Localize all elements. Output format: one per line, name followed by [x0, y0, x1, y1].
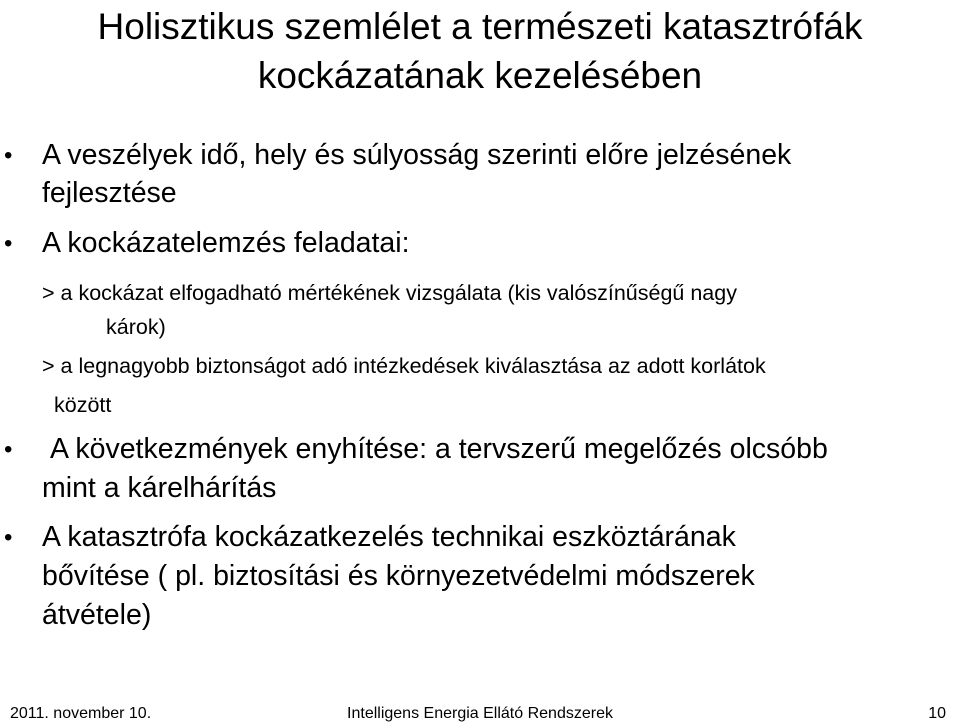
bullet-3-line2: mint a kárelhárítás	[42, 472, 277, 504]
bullet-1-line2: fejlesztése	[42, 177, 177, 209]
slide-title	[0, 2, 960, 100]
bullet-1-marker: •	[4, 142, 13, 169]
bullet-4-line1: A katasztrófa kockázatkezelés technikai eszköztárának	[42, 521, 736, 553]
bullet-2-marker: •	[4, 230, 13, 257]
sub-item-1-line1: > a kockázat elfogadható mértékének vizsgálata (kis valószínűségű nagy	[42, 281, 737, 305]
bullet-3-marker: •	[4, 436, 13, 463]
bullet-1-line1: A veszélyek idő, hely és súlyosság szerinti előre jelzésének	[42, 139, 792, 171]
footer-center-text: Intelligens Energia Ellátó Rendszerek	[347, 705, 613, 722]
bullet-4-line2: bővítése ( pl. biztosítási és környezetvédelmi módszerek	[42, 560, 755, 592]
bullet-2-text: A kockázatelemzés feladatai:	[42, 227, 410, 259]
sub-item-2-line2: között	[54, 393, 112, 417]
sub-item-2-line1: > a legnagyobb biztonságot adó intézkedések kiválasztása az adott korlátok	[42, 354, 766, 378]
bullet-3-line1: A következmények enyhítése: a tervszerű megelőzés olcsóbb	[50, 433, 828, 465]
footer-page-number: 10	[928, 705, 946, 722]
slide-footer	[0, 700, 960, 728]
slide-title-line1: Holisztikus szemlélet a természeti katasztrófák	[97, 6, 863, 47]
footer-date: 2011. november 10.	[10, 705, 152, 722]
bullet-4-marker: •	[4, 524, 13, 551]
bullet-4-line3: átvétele)	[42, 599, 152, 631]
sub-item-1-line2: károk)	[106, 315, 166, 339]
slide-title-line2: kockázatának kezelésében	[257, 55, 703, 96]
